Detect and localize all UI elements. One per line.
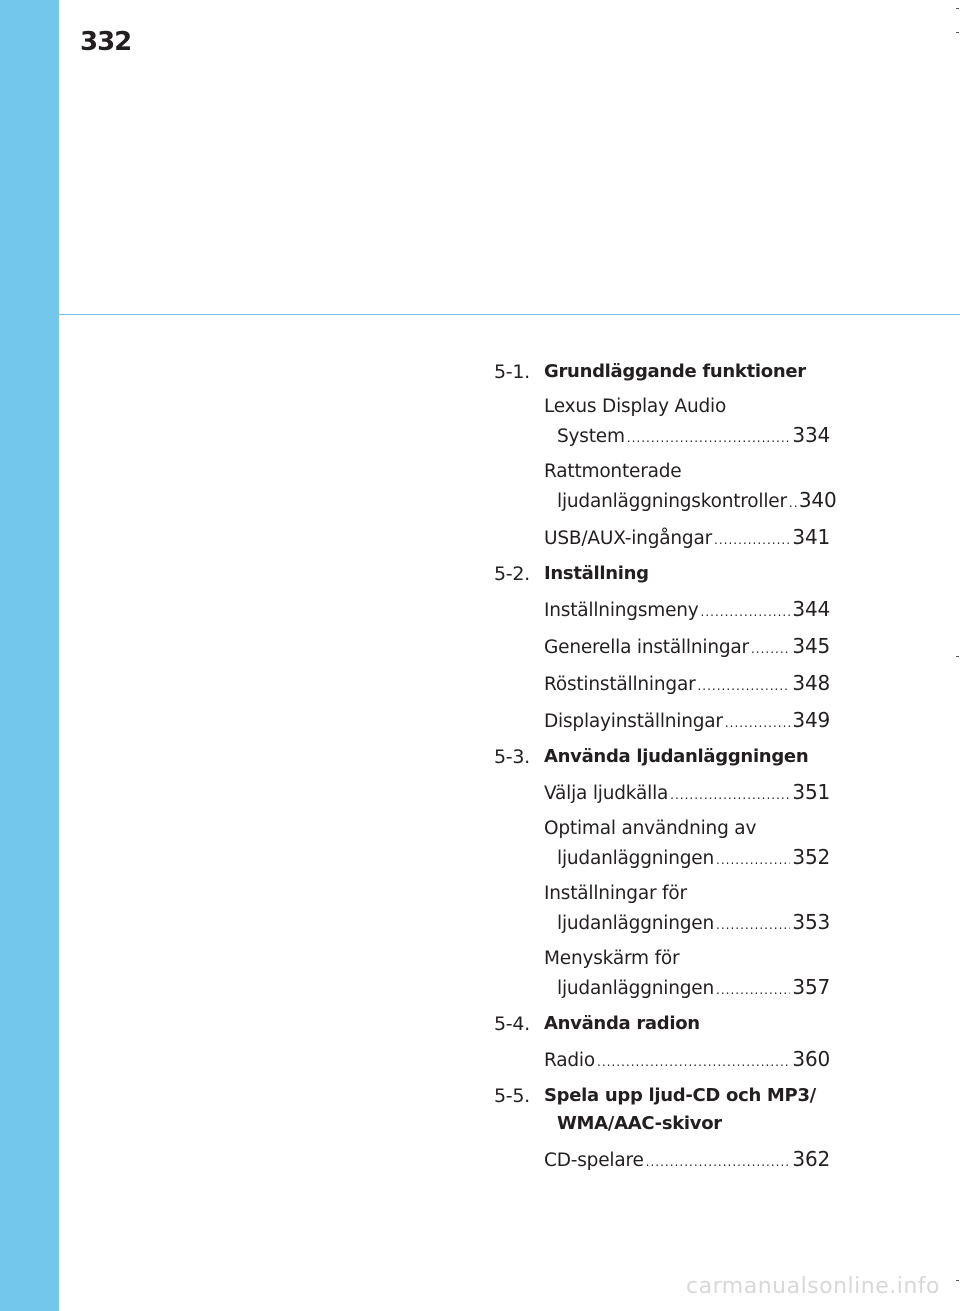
table-of-contents: [494, 358, 837, 1182]
section-heading[interactable]: [494, 1010, 830, 1038]
dot-leader: [714, 526, 790, 554]
toc-entry[interactable]: [544, 1045, 830, 1076]
entry-page-number: 344: [792, 597, 830, 621]
entry-title-line: Rattmonterade: [544, 461, 682, 482]
section-number: 5-1.: [494, 361, 530, 383]
dot-leader: [701, 598, 791, 626]
entry-title-line: Lexus Display Audio: [544, 396, 727, 417]
entry-title: ljudanläggningen: [557, 913, 715, 934]
section-title: [544, 560, 830, 588]
toc-entry[interactable]: [544, 632, 830, 663]
toc-section: [494, 560, 830, 737]
entry-page-number: 345: [792, 634, 830, 658]
toc-entry[interactable]: [544, 778, 830, 809]
entry-title: Välja ljudkälla: [544, 783, 669, 804]
entry-page-number: 334: [792, 423, 830, 447]
dot-leader: [716, 911, 790, 939]
dot-leader: [627, 424, 791, 452]
section-title-line: Grundläggande funktioner: [544, 361, 806, 382]
toc-entry[interactable]: [544, 945, 830, 1004]
section-title-line: Använda radion: [544, 1013, 700, 1034]
watermark: carmanualsonline.info: [686, 1274, 940, 1299]
entry-title: USB/AUX-ingångar: [544, 528, 712, 549]
section-number: 5-3.: [494, 746, 530, 768]
page-number: 332: [80, 27, 132, 57]
dot-leader: [725, 709, 791, 737]
section-title-line: Inställning: [544, 563, 649, 584]
toc-entry[interactable]: [544, 458, 837, 517]
entry-title: ljudanläggningen: [557, 848, 715, 869]
dot-leader: [597, 1048, 790, 1076]
toc-entry[interactable]: [544, 523, 830, 554]
section-heading[interactable]: [494, 560, 830, 588]
entry-title: Displayinställningar: [544, 711, 723, 732]
toc-entry[interactable]: [544, 393, 830, 452]
dot-leader: [716, 846, 790, 874]
entry-title-line: Menyskärm för: [544, 948, 680, 969]
dot-leader: [751, 635, 790, 663]
crop-mark: [956, 656, 959, 657]
section-title-line: Spela upp ljud-CD och MP3/: [544, 1085, 816, 1106]
entry-title: System: [557, 426, 625, 447]
crop-mark: [956, 8, 959, 9]
toc-entry[interactable]: [544, 1145, 830, 1176]
section-heading[interactable]: [494, 743, 830, 771]
section-number: 5-4.: [494, 1013, 530, 1035]
crop-mark: [956, 32, 959, 33]
entry-title-line: Inställningar för: [544, 883, 687, 904]
entry-page-number: 353: [792, 910, 830, 934]
section-heading[interactable]: [494, 358, 830, 386]
dot-leader: [670, 781, 790, 809]
crop-mark: [956, 1280, 959, 1281]
toc-section: [494, 743, 830, 1004]
toc-entry[interactable]: [544, 595, 830, 626]
entry-page-number: 348: [792, 671, 830, 695]
toc-entry[interactable]: [544, 706, 830, 737]
toc-section: [494, 1082, 830, 1176]
section-title: [544, 1082, 830, 1138]
dot-leader: [789, 489, 797, 517]
dot-leader: [697, 672, 790, 700]
section-title-line: WMA/AAC-skivor: [557, 1113, 722, 1134]
toc-entry[interactable]: [544, 669, 830, 700]
dot-leader: [646, 1148, 791, 1176]
toc-section: [494, 358, 837, 554]
entry-page-number: 362: [792, 1147, 830, 1171]
dot-leader: [716, 976, 790, 1004]
toc-entry[interactable]: [544, 815, 830, 874]
entry-page-number: 340: [798, 488, 837, 512]
toc-entry[interactable]: [544, 880, 830, 939]
entry-title-line: Optimal användning av: [544, 818, 757, 839]
entry-page-number: 352: [792, 845, 830, 869]
entry-title: ljudanläggningskontroller: [557, 491, 787, 512]
entry-page-number: 360: [792, 1047, 830, 1071]
section-title-line: Använda ljudanläggningen: [544, 746, 809, 767]
section-title: [544, 743, 830, 771]
section-number: 5-2.: [494, 563, 530, 585]
entry-title: ljudanläggningen: [557, 978, 715, 999]
toc-section: [494, 1010, 830, 1076]
header-divider: [59, 314, 960, 315]
entry-title: Radio: [544, 1050, 595, 1071]
entry-title: Generella inställningar: [544, 637, 749, 658]
entry-page-number: 351: [792, 780, 830, 804]
entry-page-number: 349: [792, 708, 830, 732]
entry-page-number: 357: [792, 975, 830, 999]
section-title: [544, 358, 830, 386]
entry-page-number: 341: [792, 525, 830, 549]
section-heading[interactable]: [494, 1082, 830, 1138]
section-number: 5-5.: [494, 1085, 530, 1107]
left-color-band: [0, 0, 59, 1311]
entry-title: Inställningsmeny: [544, 600, 699, 621]
entry-title: Röstinställningar: [544, 674, 696, 695]
entry-title: CD-spelare: [544, 1150, 644, 1171]
section-title: [544, 1010, 830, 1038]
